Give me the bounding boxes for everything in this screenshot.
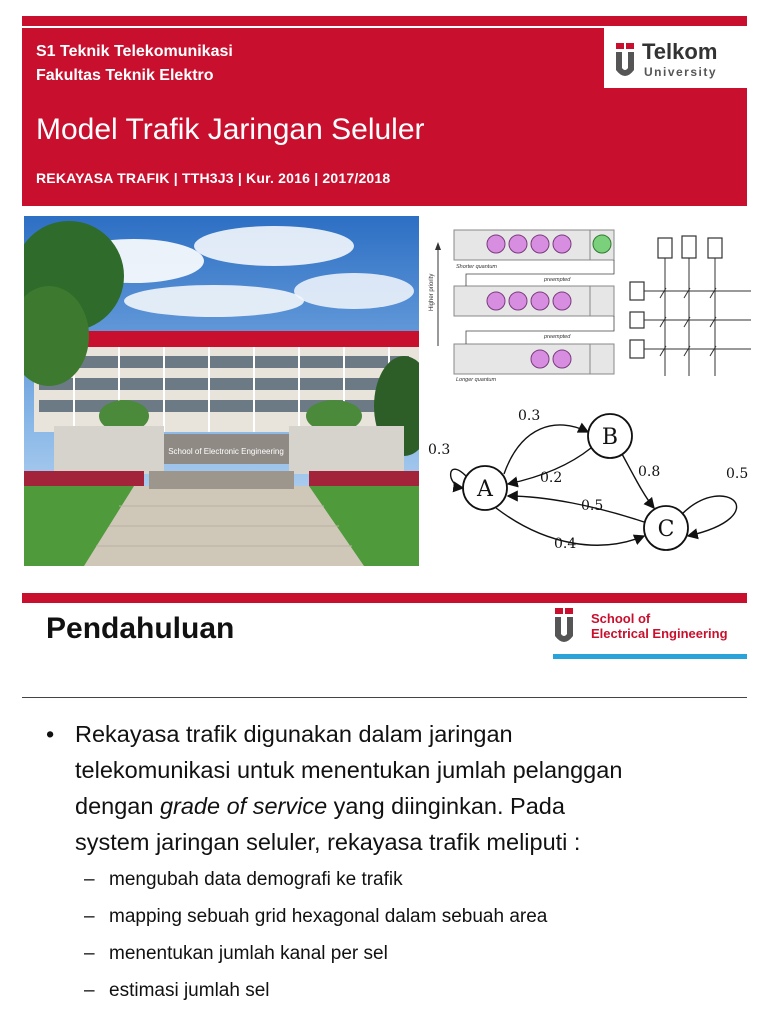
bullet-line-3a: dengan [75,793,160,819]
school-logo-line2: Electrical Engineering [591,626,728,641]
logo-name: Telkom [642,39,718,64]
school-of-electrical-engineering-logo [553,604,747,662]
transition-ca: 0.5 [581,498,604,514]
top-red-stripe [22,16,747,26]
sub-item-dash: – [84,980,95,1001]
section-title: Pendahuluan [46,612,235,645]
sub-item-dash: – [84,869,95,890]
sub-item-text: mengubah data demografi ke trafik [109,869,403,890]
sub-item-dash: – [84,943,95,964]
label-shorter-quantum: Shorter quantum [456,264,497,270]
transition-bc: 0.8 [638,464,661,480]
transition-ba: 0.2 [540,470,563,486]
program-line-1: S1 Teknik Telekomunikasi [36,43,233,60]
state-a-label: A [477,477,493,502]
title-banner [22,28,747,206]
transition-ab: 0.3 [518,408,541,424]
bullet-line-2: telekomunikasi untuk menentukan jumlah pelanggan [75,757,623,783]
sub-item-text: menentukan jumlah kanal per sel [109,943,388,964]
state-c-label: C [657,517,675,542]
markov-chain-diagram [426,396,758,566]
telkom-emblem-icon [616,43,634,76]
sub-item-text: estimasi jumlah sel [109,980,270,1001]
label-preempted-1: preempted [544,277,571,283]
sub-item-dash: – [84,906,95,927]
label-longer-quantum: Longer quantum [456,377,497,383]
program-line-2: Fakultas Teknik Elektro [36,67,214,84]
grade-of-service-term: grade of service [159,793,328,819]
bullet-line-3b: yang diinginkan. Pada [327,793,565,819]
transition-ac: 0.4 [554,536,577,552]
building-sign: School of Electronic Engineering [168,447,284,456]
course-meta: REKAYASA TRAFIK | TTH3J3 | Kur. 2016 | 2017/2018 [36,170,391,186]
program-info [36,40,233,88]
switching-matrix-figure [626,226,754,384]
second-slide-red-stripe [22,593,747,603]
telkom-university-logo [604,28,747,88]
bullet-line-1: Rekayasa trafik digunakan dalam jaringan [75,721,513,747]
bullet-text [75,716,735,860]
bullet-symbol: • [46,721,55,747]
slide-title: Model Trafik Jaringan Seluler [36,113,425,146]
school-logo-line1: School of [591,611,651,626]
transition-aa: 0.3 [428,442,451,458]
state-b-label: B [601,425,619,450]
axis-label-priority: Higher priority [429,273,435,311]
bullet-line-3 [75,788,735,824]
bullet-line-4: system jaringan seluler, rekayasa trafik meliputi : [75,829,581,855]
logo-sub: University [644,65,718,79]
multilevel-queue-figure [426,226,616,384]
sub-item-text: mapping sebuah grid hexagonal dalam sebuah area [109,906,548,927]
school-emblem-icon [555,608,573,642]
transition-cc: 0.5 [726,466,749,482]
campus-building-photo [24,216,419,566]
label-preempted-2: preempted [544,334,571,340]
school-logo-underline [553,654,747,659]
header-divider [22,697,747,698]
